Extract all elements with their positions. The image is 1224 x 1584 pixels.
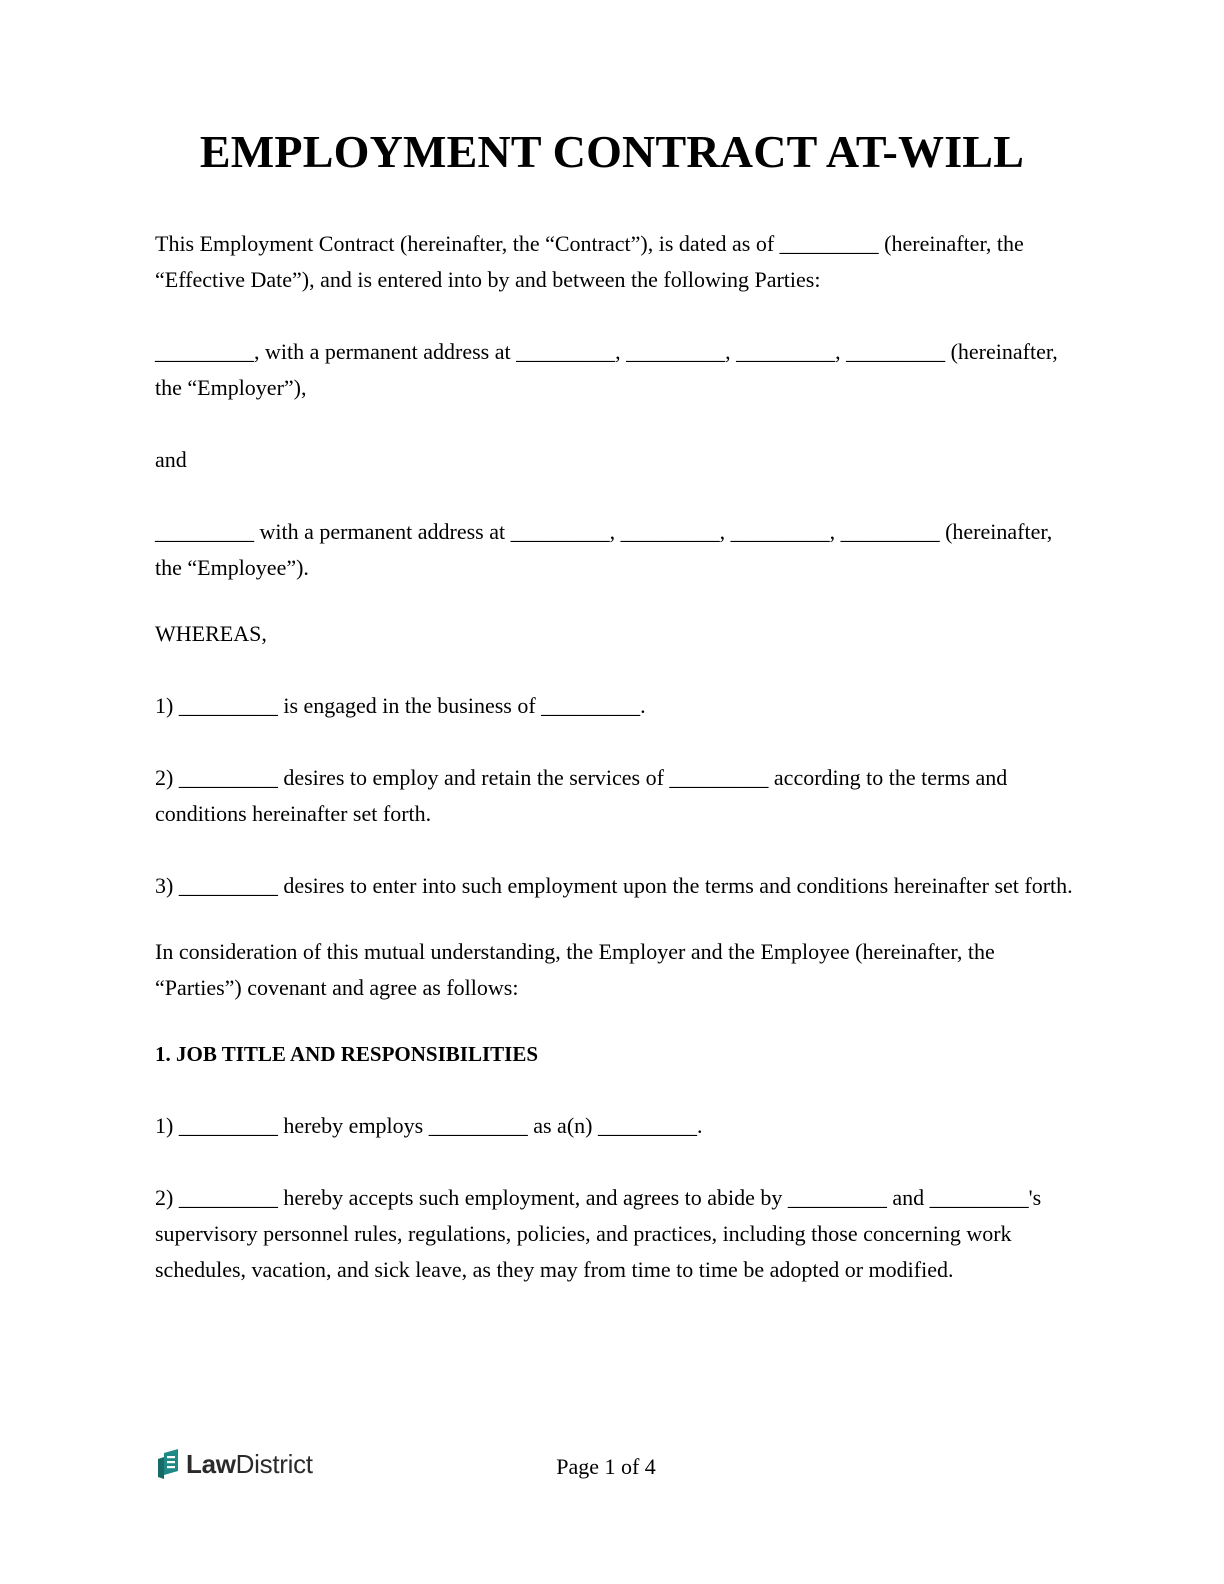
page-footer [0, 1440, 1224, 1490]
employee-paragraph: _________ with a permanent address at _________, _________, _________, _________ (hereinafter, the “Employee”). [155, 519, 1053, 580]
section-1-item-1: 1) _________ hereby employs _________ as a(n) _________. [155, 1113, 703, 1138]
intro-paragraph: This Employment Contract (hereinafter, the “Contract”), is dated as of _________ (hereinafter, the “Effective Date”), and is entered into by and between the following Parties: [155, 231, 1024, 292]
section-1-heading: 1. JOB TITLE AND RESPONSIBILITIES [155, 1042, 539, 1066]
and-paragraph: and [155, 447, 187, 472]
whereas-item-3: 3) _________ desires to enter into such employment upon the terms and conditions hereinafter set forth. [155, 873, 1073, 898]
page-title: EMPLOYMENT CONTRACT AT-WILL [199, 126, 1025, 177]
document-body [155, 226, 1075, 1288]
consideration-paragraph: In consideration of this mutual understanding, the Employer and the Employee (hereinafter, the “Parties”) covenant and agree as follows: [155, 939, 995, 1000]
whereas-item-1: 1) _________ is engaged in the business of _________. [155, 693, 646, 718]
logo-text-law: Law [186, 1448, 236, 1479]
employer-paragraph: _________, with a permanent address at _________, _________, _________, _________ (hereinafter, the “Employer”), [155, 339, 1058, 400]
logo-text-district: District [235, 1448, 313, 1479]
whereas-item-2: 2) _________ desires to employ and retain the services of _________ according to the terms and conditions hereinafter set forth. [155, 765, 1008, 826]
whereas-heading: WHEREAS, [155, 621, 267, 646]
section-1-item-2: 2) _________ hereby accepts such employment, and agrees to abide by _________ and _________'s supervisory personnel rules, regulations, policies, and practices, including those concerning work schedules, vacation, and sick leave, as they may from time to time be adopted or modified. [155, 1185, 1042, 1282]
page-number: Page 1 of 4 [556, 1454, 656, 1479]
